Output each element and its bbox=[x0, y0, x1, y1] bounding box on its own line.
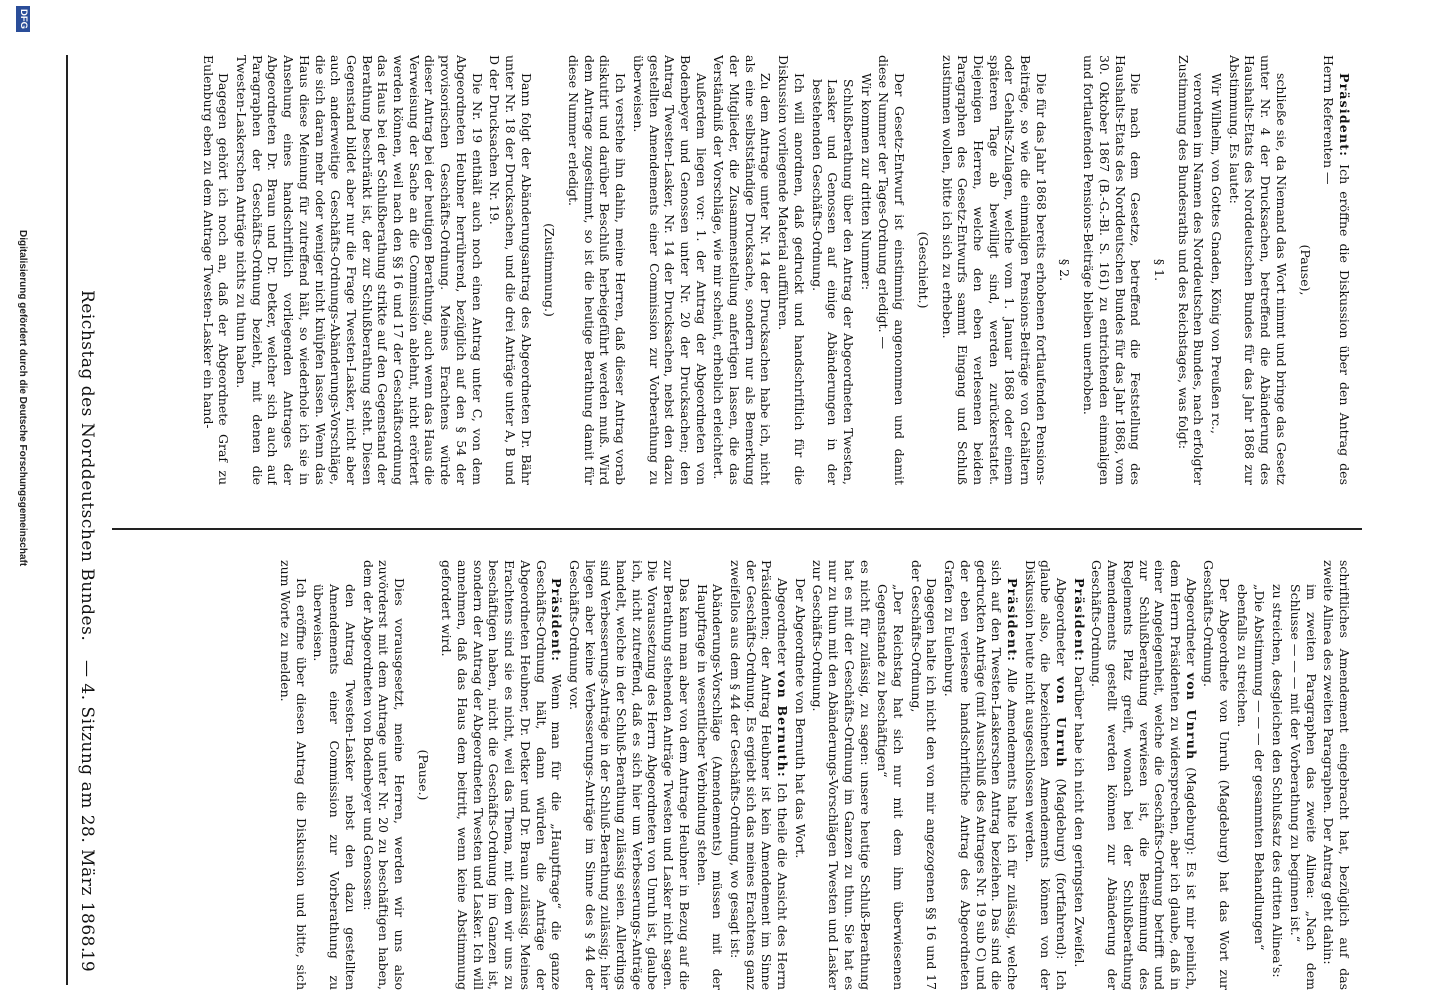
speaker-name: von Bernuth: bbox=[775, 670, 791, 778]
paragraph bbox=[630, 55, 709, 485]
paragraph bbox=[941, 560, 1020, 990]
paragraph-text: Die nach dem Gesetze, betreffend die Feststellung des Haushalts-Etats des Norddeutschen Bundes für das Jahr 1868, vom 30. Oktober 1867 (B.-G.-Bl. S. 161) zu entrichtenden einmaligen und fortlaufenden Pensions-Beiträge bleiben unerhoben. bbox=[1081, 55, 1144, 485]
paragraph-text: Dagegen halte ich nicht den von mir angezogenen §§ 16 und 17 der Geschäfts-Ordnung, bbox=[908, 560, 940, 990]
paragraph-text: „Die Abstimmung — — — der gesammten Behandlungen“ bbox=[1252, 584, 1268, 951]
paragraph bbox=[776, 55, 807, 485]
paragraph bbox=[810, 560, 873, 990]
left-column bbox=[122, 55, 1352, 485]
speaker-name: von Unruh bbox=[1054, 676, 1070, 768]
paragraph-text: Darüber habe ich nicht den geringsten Zweifel. bbox=[1071, 662, 1087, 968]
paragraph bbox=[1175, 55, 1206, 485]
paragraph-text: verordnen im Namen des Norddeutschen Bundes, nach erfolgter Zustimmung des Bundesraths und des Reichstages, was folgt: bbox=[1175, 55, 1207, 485]
paragraph-text: Wenn man für die „Hauptfrage“ die ganze Geschäfts-Ordnung hält, dann würden die Anträge der Abgeordneten Heubner, Dr. Detker und Dr. Braun zulässig. Meines Erachtens sind sie es nicht, weil das Thema, mit dem wir uns zu beschäftigen haben, nicht die Geschäfts-Ordnung im Ganzen ist, sondern der Antrag der Abgeordneten Twesten und Lasker. Ich will annehmen, daß das Haus dem beitritt, wenn keine Abstimmung gefordert wird. bbox=[439, 560, 565, 990]
speaker-name: Präsident: bbox=[1004, 578, 1020, 663]
paragraph-text: (Magdeburg): Es ist mir peinlich, dem Herrn Präsidenten zu widersprechen, aber ich glaube, daß in einer Angelegenheit, welche die Geschäfts-Ordnung betrifft und zur Schlußberathung verwiesen ist, die Bestimmung des Reglements Platz greift, wonach bei der Schlußberathung Amendements gestellt werden können zur Abänderung der Geschäfts-Ordnung. bbox=[1089, 560, 1199, 990]
paragraph-text: es nicht für zulässig, zu sagen: unsere heutige Schluß-Berathung hat es mit der Geschäfts-Ordnung im Ganzen zu thun. Sie hat es nur zu thun mit den Abänderungs-Vorschlägen Twesten und Lasker zur Geschäfts-Ordnung. bbox=[810, 560, 873, 990]
paragraph bbox=[727, 560, 790, 990]
header-title: Reichstag des Norddeutschen Bundes. bbox=[77, 290, 97, 642]
speaker-name: von Unruh bbox=[1183, 672, 1199, 761]
paragraph-text: den Antrag Twesten-Lasker nebst den dazu gestellten Amendements einer Commission zur Vorberathung zu überweisen. bbox=[311, 584, 358, 990]
paragraph-text: Dagegen gehört ich noch an, daß der Abgeordnete Graf zu Eulenburg eben zu dem Antrage Twesten-Lasker ein hand- bbox=[200, 55, 232, 485]
paragraph-text: Abgeordneter bbox=[1183, 578, 1199, 673]
paragraph-text: Ich will anordnen, daß gedruckt und handschriftlich für die Diskussion vorliegende Material aufführen. bbox=[776, 55, 807, 485]
paragraph bbox=[1287, 560, 1318, 990]
digitization-credit: Digitalisierung gefördert durch die Deutsche Forschungsgemeinschaft bbox=[17, 230, 28, 567]
paragraph bbox=[1080, 55, 1143, 485]
paragraph bbox=[694, 560, 725, 990]
paragraph-text: § 2. bbox=[1057, 258, 1073, 282]
paragraph bbox=[875, 560, 906, 990]
page-number: 19 bbox=[77, 950, 97, 972]
paragraph bbox=[565, 55, 628, 485]
paragraph-text: Dann folgt der Abänderungsantrag des Abgeordneten Dr. Bähr unter Nr. 18 der Drucksachen, und die drei Anträge unter A, B und D der Drucksachen Nr. 19. bbox=[487, 55, 534, 485]
paragraph-text: Schlußberathung über den Antrag der Abgeordneten Twesten, Lasker und Genossen auf einige Abänderungen in der bestehenden Geschäfts-Ordnung. bbox=[809, 79, 857, 485]
paragraph bbox=[1151, 55, 1167, 485]
paragraph-text: ebenfalls zu streichen. bbox=[1234, 584, 1250, 728]
paragraph-text: Wir Wilhelm, von Gottes Gnaden, König von Preußen rc., bbox=[1209, 73, 1225, 434]
paragraph-text: (Zustimmung.) bbox=[542, 223, 558, 317]
paragraph bbox=[711, 55, 774, 485]
paragraph bbox=[809, 55, 856, 485]
right-column bbox=[122, 560, 1352, 990]
paragraph-text: Alle Amendements halte ich für zulässig, welche sich auf den Twesten-Laskerschen Antrag beziehen. Das sind die gedruckten Anträge (mit Ausschluß des Antrages Nr. 19 sub C) und der eben verlesene handschriftliche Antrag des Abgeordneten Grafen zu Eulenburg. bbox=[942, 560, 1020, 990]
paragraph bbox=[542, 55, 558, 485]
paragraph-text: § 1. bbox=[1151, 258, 1167, 282]
paragraph-text: Abänderungs-Vorschläge (Amendements) müssen mit der Hauptfrage in wesentlicher Verbindung stehen. bbox=[694, 584, 726, 990]
paragraph bbox=[1321, 560, 1352, 990]
paragraph-text: Zu dem Antrage unter Nr. 14 der Drucksachen habe ich, nicht als eine selbstständige Drucksache, sondern nur als Bemerkung der Mitglieder, die Zusammenstellung anfertigen lassen, die das Verständniß der Vorschläge, wie mir scheint, erheblich erleichtert. bbox=[711, 55, 774, 485]
paragraph bbox=[792, 560, 808, 990]
paragraph-text: im zweiten Paragraphen das zweite Alinea: „Nach dem Schlusse — — — mit der Vorberathung zu beginnen ist.“ bbox=[1287, 584, 1319, 990]
paragraph-text: Der Abgeordnete von Unruh (Magdeburg) hat das Wort zur Geschäfts-Ordnung. bbox=[1201, 560, 1233, 990]
paragraph bbox=[858, 55, 874, 485]
paragraph-text: Das kann man aber von dem Antrage Heubner in Bezug auf die zur Berathung stehenden Anträge Twesten und Lasker nicht sagen. Die Voraussetzung des Herrn Abgeordneten von Unruh ist, glaube ich, nicht zutreffend, daß es sich hier um Verbesserungs-Anträge handelt, welche in der Schluß-Berathung zulässig seien. Allerdings sind Verbesserungs-Anträge in der Schluß-Berathung zulässig; hier liegen aber keine Verbesserungs-Anträge im Sinne des § 44 der Geschäfts-Ordnung vor. bbox=[566, 560, 692, 990]
paragraph-text: Die Nr. 19 enthält auch noch einen Antrag unter C, von dem Abgeordneten Heubner herrührend, bezüglich auf den § 54 der provisorischen Geschäfts-Ordnung. Meines Erachtens würde dieser Antrag bei der heutigen Berathung, auch wenn das Haus die Verweisung der Sache an die Commission ablehnt, nicht erörtert werden können, weil nach den §§ 16 und 17 der Geschäftsordnung das Haus bei der Schlußberathung strikte auf den Gegenstand der Berathung beschränkt ist, der zur Schlußberathung steht. Diesen Gegenstand bildet aber nur die Frage Twesten-Lasker, nicht aber auch anderweitige Geschäfts-Ordnungs-Abänderungs-Vorschläge, die sich daran mehr oder weniger nicht knüpfen lassen. Wenn das Haus diese Meinung für zutreffend hält, so wiederhole ich sie in Ansehung eines handschriftlich vorliegenden Antrages der Abgeordneten Dr. Braun und Dr. Detker, welcher sich auch auf Paragraphen der Geschäfts-Ordnung bezieht, mit denen die Twesten-Laskerschen Anträge nichts zu thun haben. bbox=[234, 55, 485, 485]
paragraph-text: schriftliches Amendement eingebracht hat, bezüglich auf das zweite Alinea des zweiten Paragraphen. Der Antrag geht dahin: bbox=[1321, 560, 1352, 990]
paragraph-text: Ich eröffne über diesen Antrag die Diskussion und bitte, sich zum Worte zu melden. bbox=[278, 560, 309, 990]
paragraph bbox=[415, 560, 431, 990]
paragraph-text: „Der Reichstag hat sich nur mit dem ihm überwiesenen Gegenstande zu beschäftigen“ bbox=[875, 584, 907, 990]
paragraph-text: Der Gesetz-Entwurf ist einstimmig angenommen und damit diese Nummer der Tages-Ordnung erledigt. — bbox=[876, 55, 908, 485]
paragraph bbox=[439, 560, 565, 990]
paragraph-text: Ich eröffne die Diskussion über den Antrag des Herrn Referenten — bbox=[1321, 55, 1352, 485]
paragraph-text: (Pause.) bbox=[415, 749, 431, 801]
paragraph bbox=[1252, 560, 1268, 990]
dfg-badge: DFG bbox=[16, 6, 30, 32]
paragraph-text: Abgeordneter bbox=[775, 578, 791, 671]
paragraph-text: Die für das Jahr 1868 bereits erhobenen fortlaufenden Pensions-Beiträge, so wie die einmaligen Pensions-Beiträge von Gehältern oder Gehalts-Zulagen, welche vom 1. Januar 1868 oder einem späteren Tage ab bewilligt sind, werden zurückerstattet. Diejenigen Herren, welche den eben verlesenen beiden Paragraphen des Gesetz-Entwurfs sammt Eingang und Schluß zustimmen wollen, bitte ich sich zu erheben. bbox=[939, 55, 1049, 485]
paragraph bbox=[566, 560, 692, 990]
paragraph bbox=[1089, 560, 1199, 990]
paragraph-text: (Geschieht.) bbox=[915, 231, 931, 309]
speaker-name: Präsident: bbox=[1337, 73, 1352, 158]
paragraph-text: (Pause), bbox=[1297, 244, 1313, 296]
paragraph bbox=[360, 560, 407, 990]
paragraph bbox=[277, 560, 308, 990]
paragraph bbox=[908, 560, 939, 990]
paragraph-text: Ich theile die Ansicht des Herrn Präsidenten; der Antrag Heubner ist kein Amendement im Sinne der Geschäfts-Ordnung. Es ergiebt sich das meines Erachtens ganz zweifellos aus dem § 44 der Geschäfts-Ordnung, wo gesagt ist: bbox=[727, 560, 791, 990]
paragraph bbox=[876, 55, 907, 485]
speaker-name: Präsident: bbox=[549, 578, 565, 663]
paragraph bbox=[1022, 560, 1069, 990]
paragraph bbox=[487, 55, 534, 485]
paragraph bbox=[1226, 55, 1289, 485]
header-rule bbox=[66, 55, 68, 985]
paragraph bbox=[1297, 55, 1313, 485]
paragraph-text: Außerdem liegen vor: 1. der Antrag der Abgeordneten von Bodenbeyer und Genossen unter Nr. 20 der Drucksachen; den Antrag Twesten-Lasker, Nr. 14 der Drucksachen, nebst den dazu gestellten Amendements einer Commission zur Vorberathung zu überweisen. bbox=[630, 55, 709, 485]
column-divider bbox=[112, 528, 1362, 530]
digitization-note bbox=[14, 0, 30, 1000]
paragraph-text: Dies vorausgesetzt, meine Herren, werden wir uns also zuvörderst mit dem Antrage unter Nr. 20 zu beschäftigen haben, dem der Abgeordneten von Bodenbeyer und Genossen: bbox=[360, 560, 407, 990]
paragraph-text: schließe sie, da Niemand das Wort nimmt und bringe das Gesetz unter Nr. 4 der Drucksachen, betreffend die Abänderung des Haushalts-Etats des Norddeutschen Bundes für das Jahr 1868 zur Abstimmung. Es lautet: bbox=[1226, 55, 1289, 485]
paragraph bbox=[311, 560, 358, 990]
paragraph-text: zu streichen, desgleichen den Schlußsatz des dritten Alinea's: bbox=[1270, 584, 1286, 978]
paragraph bbox=[1057, 55, 1073, 485]
paragraph-text: Wir kommen zur dritten Nummer: bbox=[858, 73, 874, 291]
paragraph bbox=[1071, 560, 1087, 990]
paragraph bbox=[915, 55, 931, 485]
paragraph-text: Der Abgeordnete von Bernuth hat das Wort. bbox=[792, 578, 808, 859]
paragraph bbox=[1208, 55, 1224, 485]
paragraph-text: Ich verstehe ihn dahin, meine Herren, daß dieser Antrag vorab diskutirt und darüber Beschluß herbeigeführt werden muß. Wird dem Antrage zugestimmt, so ist die heutige Berathung damit für diese Nummer erledigt. bbox=[566, 55, 629, 485]
paragraph-text: (Magdeburg) (fortfahrend): Ich glaube also, die bezeichneten Amendements können von der Diskussion heute nicht ausgeschlossen werden. bbox=[1022, 560, 1070, 990]
paragraph bbox=[939, 55, 1049, 485]
paragraph bbox=[233, 55, 484, 485]
speaker-name: Präsident: bbox=[1071, 578, 1087, 663]
page-header bbox=[68, 60, 102, 980]
paragraph bbox=[1234, 560, 1250, 990]
paragraph bbox=[1321, 55, 1352, 485]
paragraph bbox=[200, 55, 231, 485]
paragraph bbox=[1269, 560, 1285, 990]
paragraph bbox=[1201, 560, 1232, 990]
paragraph-text: Abgeordneter bbox=[1054, 578, 1070, 677]
header-session: — 4. Sitzung am 28. März 1868. bbox=[77, 660, 97, 953]
